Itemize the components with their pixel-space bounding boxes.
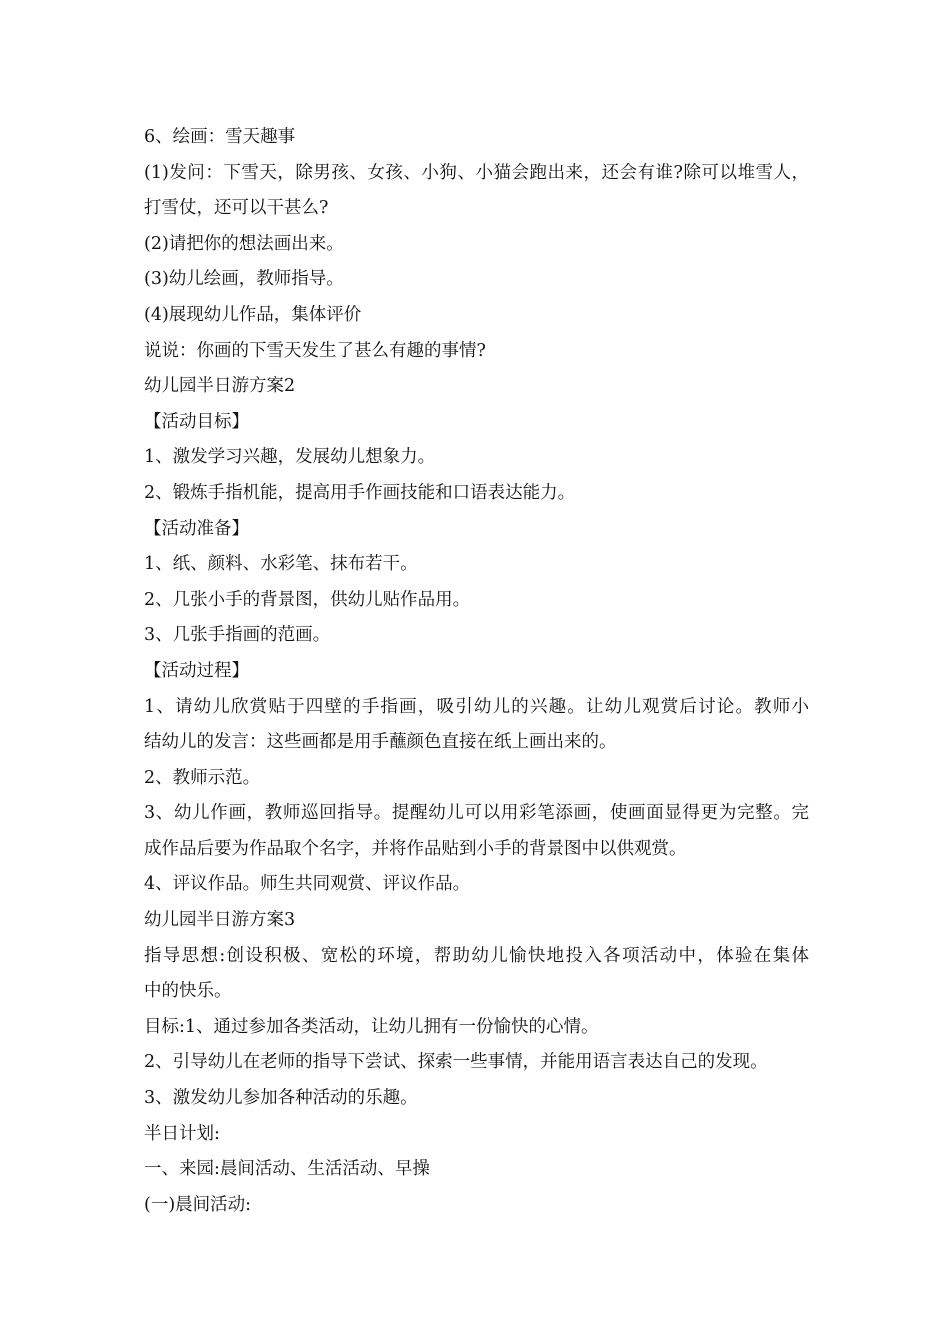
text-line: 1、纸、颜料、水彩笔、抹布若干。 xyxy=(144,554,418,575)
text-line: 3、几张手指画的范画。 xyxy=(144,625,331,646)
text-line: 幼儿园半日游方案3 xyxy=(144,910,296,931)
text-line: 结幼儿的发言：这些画都是用手蘸颜色直接在纸上画出来的。 xyxy=(144,732,617,753)
text-line: 3、激发幼儿参加各种活动的乐趣。 xyxy=(144,1088,418,1109)
text-line: 打雪仗，还可以干甚么? xyxy=(144,198,329,219)
text-line: 半日计划: xyxy=(144,1123,220,1144)
text-line: 一、来园:晨间活动、生活活动、早操 xyxy=(144,1159,430,1180)
text-line: 2、教师示范。 xyxy=(144,767,261,788)
text-line: 6、绘画：雪天趣事 xyxy=(144,127,296,147)
text-line: 2、引导幼儿在老师的指导下尝试、探索一些事情，并能用语言表达自己的发现。 xyxy=(144,1052,768,1073)
text-line: 中的快乐。 xyxy=(144,981,232,1002)
text-line: 目标:1、通过参加各类活动，让幼儿拥有一份愉快的心情。 xyxy=(144,1016,599,1037)
text-line: (3)幼儿绘画，教师指导。 xyxy=(144,269,344,290)
text-line: 幼儿园半日游方案2 xyxy=(144,376,296,397)
text-line: 1、请幼儿欣赏贴于四壁的手指画，吸引幼儿的兴趣。让幼儿观赏后讨论。教师小 xyxy=(144,696,809,717)
text-line: (一)晨间活动: xyxy=(144,1194,252,1215)
text-line: (1)发问：下雪天，除男孩、女孩、小狗、小猫会跑出来，还会有谁?除可以堆雪人， xyxy=(144,162,809,183)
text-line: 3、幼儿作画，教师巡回指导。提醒幼儿可以用彩笔添画，使画面显得更为完整。完 xyxy=(144,803,809,824)
text-line: 【活动过程】 xyxy=(144,660,249,681)
text-line: 【活动准备】 xyxy=(144,518,249,539)
text-line: 【活动目标】 xyxy=(144,411,249,432)
text-line: (4)展现幼儿作品，集体评价 xyxy=(144,304,362,325)
text-line: 指导思想:创设积极、宽松的环境，帮助幼儿愉快地投入各项活动中，体验在集体 xyxy=(144,945,809,966)
text-line: 成作品后要为作品取个名字，并将作品贴到小手的背景图中以供观赏。 xyxy=(144,838,687,859)
text-line: 2、锻炼手指机能，提高用手作画技能和口语表达能力。 xyxy=(144,482,576,503)
text-line: 2、几张小手的背景图，供幼儿贴作品用。 xyxy=(144,589,471,610)
text-line: 说说：你画的下雪天发生了甚么有趣的事情? xyxy=(144,340,486,361)
document-body xyxy=(144,120,809,1223)
text-line: (2)请把你的想法画出来。 xyxy=(144,233,344,254)
text-line: 4、评议作品。师生共同观赏、评议作品。 xyxy=(144,874,471,895)
text-line: 1、激发学习兴趣，发展幼儿想象力。 xyxy=(144,447,436,468)
